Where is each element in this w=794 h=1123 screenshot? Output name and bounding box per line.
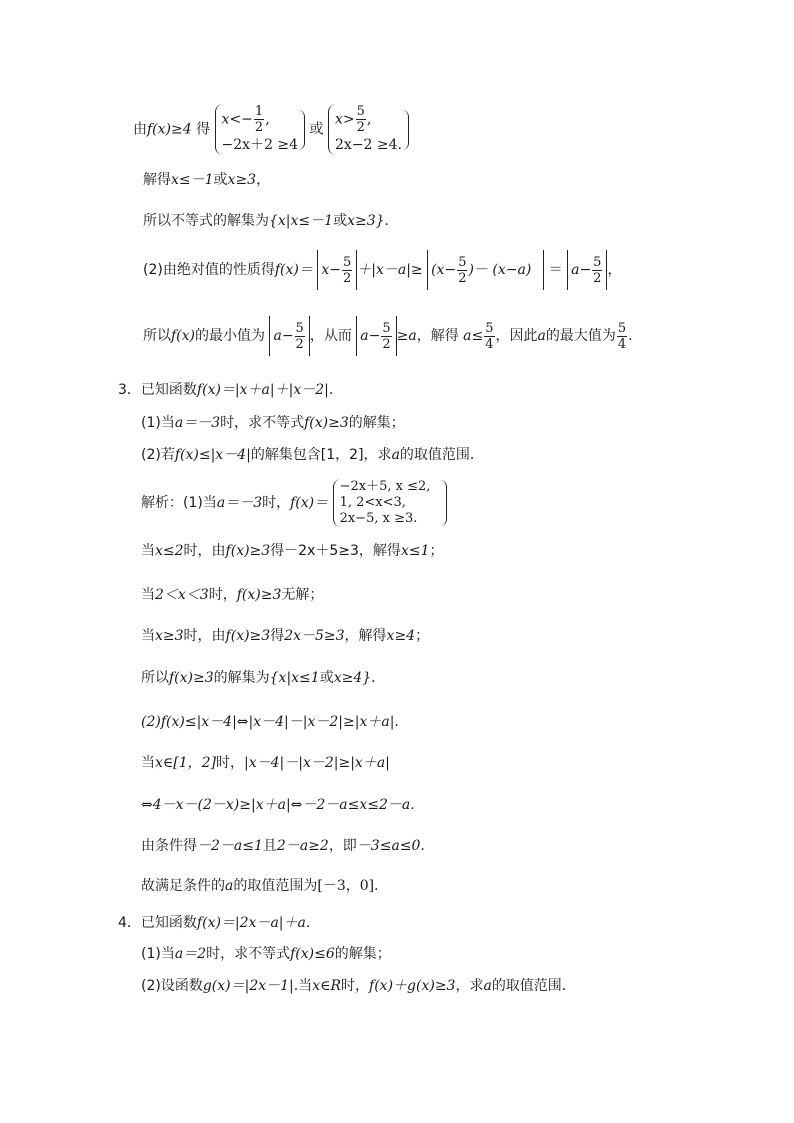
math: −2x＋2 ≥4 xyxy=(221,137,299,153)
math: x≥3 xyxy=(155,628,184,644)
text: 或 xyxy=(309,121,324,138)
text: ，因此 xyxy=(495,328,538,344)
denominator: 2 xyxy=(356,120,365,135)
math: [－3，0] xyxy=(317,878,375,894)
denominator: 2 xyxy=(342,270,352,286)
text: 的解集为 xyxy=(213,670,270,686)
math: a xyxy=(225,878,234,894)
math: f(x)＝ xyxy=(274,262,313,278)
math: (2)f(x)≤|x－4|⇔|x－4|－|x－2|≥|x＋a|. xyxy=(141,714,399,730)
text: ，从而 xyxy=(309,328,352,344)
text: 当 xyxy=(141,587,155,603)
abs-value xyxy=(317,250,357,290)
math: f(x)＝|x＋a|＋|x－2|. xyxy=(196,382,334,398)
text: (2)设函数 xyxy=(141,978,203,994)
text: 的解集包含[1，2]，求 xyxy=(250,447,392,463)
math: 2－a≥2 xyxy=(276,838,329,854)
numerator: 5 xyxy=(342,254,352,270)
math: ≥a xyxy=(396,328,417,344)
math: f(x)≥3 xyxy=(304,415,349,431)
problem-3-q1 xyxy=(141,413,405,433)
problem-3-line-4 xyxy=(141,668,385,688)
text: 的取值范围． xyxy=(399,447,484,463)
fraction xyxy=(381,321,391,352)
math: , xyxy=(265,111,270,128)
math: x≤2 xyxy=(155,543,184,559)
math: (x− xyxy=(431,262,457,278)
math: 2＜x＜3 xyxy=(155,587,209,603)
text: ，即 xyxy=(328,838,357,854)
text: 得－2x＋5≥3，解得 xyxy=(270,543,401,559)
text: ，求 xyxy=(455,978,484,994)
math: a＝2 xyxy=(174,946,207,962)
math: x≥4} xyxy=(333,670,372,686)
math: )－ (x−a) xyxy=(468,262,532,278)
abs-value xyxy=(567,250,607,290)
math: x∈R xyxy=(312,978,342,994)
solution-line-3 xyxy=(143,211,399,231)
text: ． xyxy=(371,670,386,686)
math: －3≤a≤0. xyxy=(356,838,425,854)
problem-3-analysis xyxy=(141,475,447,531)
math: 2x−2 ≥4. xyxy=(334,137,402,153)
math: a xyxy=(537,328,546,344)
text: 或 xyxy=(319,670,334,686)
solution-line-4 xyxy=(143,248,621,292)
problem-3-line-7 xyxy=(141,795,415,815)
text: ，解得 xyxy=(344,628,387,644)
text: 时， xyxy=(341,978,370,994)
math: a≤ xyxy=(463,328,484,344)
text: 所以 xyxy=(141,670,169,686)
brace-right xyxy=(298,110,305,150)
numerator: 5 xyxy=(617,320,627,336)
math: , xyxy=(366,111,372,128)
text: 无解； xyxy=(281,587,324,603)
solution-line-2 xyxy=(143,170,270,190)
text: 当 xyxy=(141,755,155,771)
fraction xyxy=(295,321,305,352)
text: 时，求不等式 xyxy=(220,415,305,431)
abs-value xyxy=(356,316,396,356)
math: f(x)≥3 xyxy=(225,628,271,644)
math: a− xyxy=(571,262,592,278)
math: f(x)＝|2x－a|＋a. xyxy=(196,915,311,931)
denominator: 2 xyxy=(254,120,264,135)
math: f(x)＋g(x)≥3 xyxy=(369,978,456,994)
text: 时，求不等式 xyxy=(206,946,291,962)
numerator: 5 xyxy=(356,104,365,119)
numerator: 5 xyxy=(295,320,304,336)
fraction xyxy=(356,104,366,135)
text: 时，由 xyxy=(183,628,226,644)
text: 且 xyxy=(262,838,277,854)
text: 得 xyxy=(270,628,285,644)
text: 所以不等式的解集为 xyxy=(143,213,269,229)
problem-3-line-2 xyxy=(141,585,323,605)
math: 1, 2<x<3, xyxy=(339,495,406,510)
text: 时， xyxy=(216,755,244,771)
numerator: 1 xyxy=(254,104,264,119)
text: 由条件得 xyxy=(141,838,197,854)
text: ，解得 xyxy=(416,328,459,344)
text: 时，由 xyxy=(183,543,226,559)
text: (2)若 xyxy=(141,447,175,463)
math: f(x)≥3 xyxy=(225,543,271,559)
case-system-2 xyxy=(328,104,402,155)
text: 的取值范围为 xyxy=(233,878,318,894)
brace-right xyxy=(440,480,447,526)
math: x∈[1，2] xyxy=(155,755,216,771)
text: 当 xyxy=(298,978,313,994)
text: 的最大值为 xyxy=(545,328,616,344)
abs-value xyxy=(269,316,309,356)
abs-value xyxy=(427,250,544,290)
math: ＋|x－a|≥ xyxy=(357,262,423,278)
math: −2x＋5, x ≤2, xyxy=(339,479,431,494)
problem-3-line-5 xyxy=(141,712,399,732)
denominator: 2 xyxy=(295,336,304,352)
math: f(x) xyxy=(171,328,196,344)
problem-4-q2 xyxy=(141,976,576,996)
text: ． xyxy=(374,878,389,894)
text: 解析：(1)当 xyxy=(141,495,217,511)
math: a− xyxy=(360,328,381,344)
fraction xyxy=(592,255,602,286)
math: ＝ xyxy=(548,262,563,278)
math: x<− xyxy=(221,111,253,128)
math: x≥3 xyxy=(227,172,257,188)
solution-line-5 xyxy=(143,314,633,358)
math: f(x)≥4 xyxy=(147,121,192,138)
text: 所以 xyxy=(143,328,171,344)
denominator: 4 xyxy=(485,336,494,352)
problem-4-title xyxy=(118,913,310,933)
math: f(x)≤|x－4| xyxy=(174,447,251,463)
brace-right xyxy=(402,110,409,150)
text: . xyxy=(628,328,633,344)
denominator: 4 xyxy=(617,336,627,352)
math: x− xyxy=(321,262,341,278)
math: x≥4 xyxy=(386,628,416,644)
math: －2－a≤1 xyxy=(197,838,263,854)
problem-4-q1 xyxy=(141,944,391,964)
text: 时， xyxy=(208,587,237,603)
text: ， xyxy=(607,262,622,278)
text: ， xyxy=(256,172,271,188)
math: f(x)≤6 xyxy=(290,946,335,962)
math: |x－4|－|x－2|≥|x＋a| xyxy=(244,755,390,771)
math: a xyxy=(391,447,400,463)
text: 由 xyxy=(133,121,147,138)
text: ． xyxy=(384,213,399,229)
numerator: 5 xyxy=(485,320,494,336)
fraction xyxy=(457,255,467,286)
fraction xyxy=(484,321,494,352)
text: (1)当 xyxy=(141,946,175,962)
math: {x|x≤1 xyxy=(269,670,320,686)
math: x> xyxy=(334,111,355,128)
text: 或 xyxy=(333,213,348,229)
problem-3-line-1 xyxy=(141,541,443,561)
math: f(x)＝ xyxy=(290,495,329,511)
math: a＝－3 xyxy=(174,415,221,431)
text: 的解集； xyxy=(334,946,391,962)
text: 得 xyxy=(196,121,211,138)
text: ； xyxy=(429,543,444,559)
math: g(x)＝|2x－1|. xyxy=(202,978,299,994)
text: 或 xyxy=(213,172,228,188)
math: x≥3} xyxy=(347,213,385,229)
text: 的解集； xyxy=(348,415,405,431)
math: 2x−5, x ≥3. xyxy=(339,511,418,526)
math: x≤1 xyxy=(400,543,430,559)
text: ； xyxy=(415,628,430,644)
math: a xyxy=(483,978,492,994)
math: {x|x≤－1 xyxy=(269,213,334,229)
problem-3-line-9 xyxy=(141,876,388,896)
problem-3-line-3 xyxy=(141,626,429,646)
math: x≤－1 xyxy=(171,172,214,188)
case-system-1 xyxy=(215,104,299,155)
text: (1)当 xyxy=(141,415,175,431)
math: a＝－3 xyxy=(216,495,263,511)
text: 解得 xyxy=(143,172,171,188)
denominator: 2 xyxy=(458,270,467,286)
text: (2)由绝对值的性质得 xyxy=(143,262,275,278)
text: 4．已知函数 xyxy=(118,915,197,931)
text: 当 xyxy=(141,628,155,644)
fraction xyxy=(342,255,352,286)
problem-3-q2 xyxy=(141,445,484,465)
text: 的取值范围． xyxy=(491,978,576,994)
math: a− xyxy=(273,328,294,344)
text: 时， xyxy=(262,495,291,511)
math: 2x－5≥3 xyxy=(284,628,345,644)
denominator: 2 xyxy=(382,336,391,352)
problem-3-line-6 xyxy=(141,753,390,773)
math: ⇔4－x－(2－x)≥|x＋a|⇔－2－a≤x≤2－a. xyxy=(141,797,415,813)
text: 的最小值为 xyxy=(195,328,266,344)
fraction xyxy=(254,104,264,135)
numerator: 5 xyxy=(593,254,602,270)
text: 当 xyxy=(141,543,155,559)
numerator: 5 xyxy=(382,320,391,336)
math: f(x)≥3 xyxy=(236,587,282,603)
problem-3-line-8 xyxy=(141,836,425,856)
numerator: 5 xyxy=(458,254,467,270)
piecewise-system xyxy=(333,479,431,527)
text: 故满足条件的 xyxy=(141,878,225,894)
denominator: 2 xyxy=(593,270,602,286)
text: 3．已知函数 xyxy=(118,382,197,398)
math: f(x)≥3 xyxy=(169,670,214,686)
solution-line-1 xyxy=(133,104,409,155)
fraction xyxy=(617,321,627,352)
problem-3-title xyxy=(118,380,333,400)
